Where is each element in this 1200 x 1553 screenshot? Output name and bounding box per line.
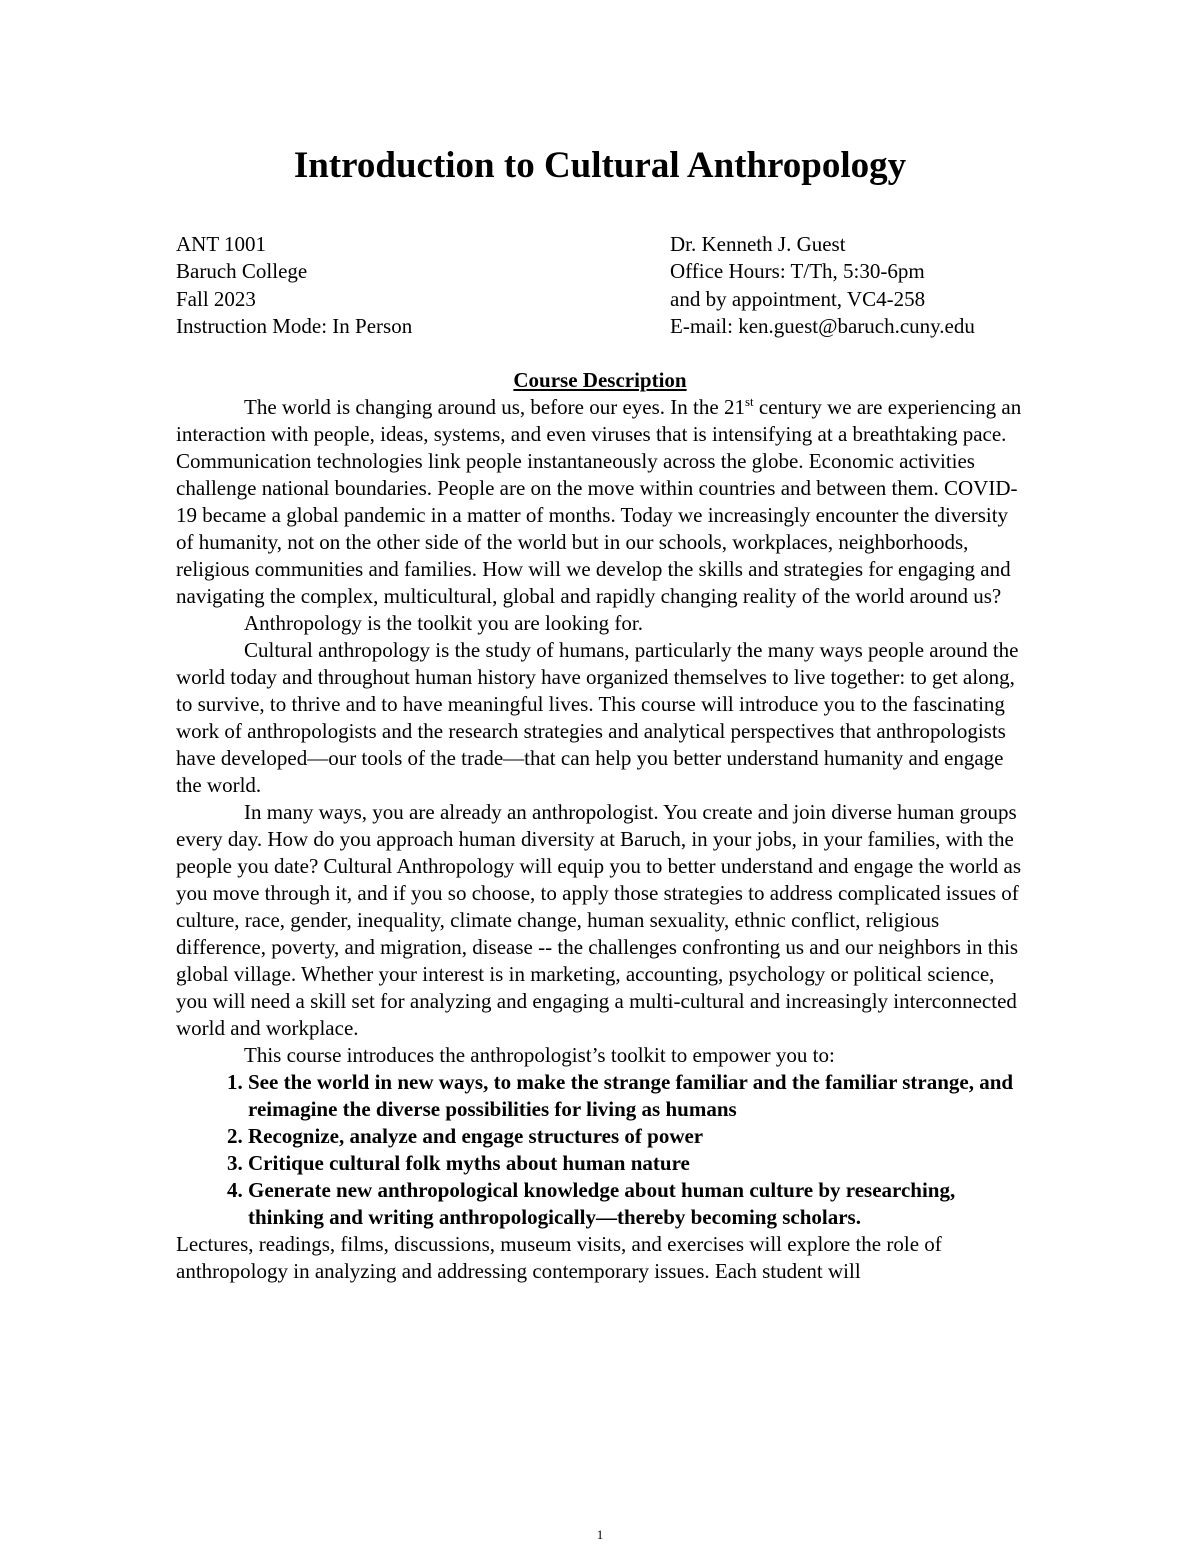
paragraph-already-anthropologist: In many ways, you are already an anthropologist. You create and join diverse human groups every day. How do you approach human diversity at Baruch, in your jobs, in your families, with the people you date? Cultural Anthropology will equip you to better understand and engage the world as you move through it, and if you so choose, to apply those strategies to address complicated issues of culture, race, gender, inequality, climate change, human sexuality, ethnic conflict, religious difference, poverty, and migration, disease -- the challenges confronting us and our neighbors in this global village. Whether your interest is in marketing, accounting, psychology or political science, you will need a skill set for analyzing and engaging a multi-cultural and increasingly interconnected world and workplace. — [176, 800, 1022, 1040]
course-description-section — [176, 367, 1026, 1285]
instructor-email: E-mail: ken.guest@baruch.cuny.edu — [670, 313, 975, 338]
paragraph-text: century we are experiencing an interaction with people, ideas, systems, and even viruses that is intensifying at a breathtaking pace. Communication technologies link people instantaneously across the globe. Economic activities challenge national boundaries. People are on the move within countries and between them. COVID-19 became a global pandemic in a matter of months. Today we increasingly encounter the diversity of humanity, not on the other side of the world but in our schools, workplaces, neighborhoods, religious communities and families. How will we develop the skills and strategies for engaging and navigating the complex, multicultural, global and rapidly changing reality of the world around us? — [176, 395, 1022, 608]
paragraph-definition: Cultural anthropology is the study of humans, particularly the many ways people around the world today and throughout human history have organized themselves to live together: to get along, to survive, to thrive and to have meaningful lives. This course will introduce you to the fascinating work of anthropologists and the research strategies and analytical perspectives that anthropologists have developed—our tools of the trade—that can help you better understand humanity and engage the world. — [176, 638, 1019, 797]
ordinal-suffix: st — [744, 394, 754, 409]
paragraph-text: The world is changing around us, before our eyes. In the 21 — [244, 395, 745, 419]
college-name: Baruch College — [176, 259, 308, 284]
page-number: 1 — [596, 1527, 604, 1542]
list-item: 2. Recognize, analyze and engage structures of power — [248, 1123, 1026, 1150]
instructor-name: Dr. Kenneth J. Guest — [670, 232, 846, 256]
instructor-info-block — [670, 231, 1100, 340]
paragraph-course-intro: This course introduces the anthropologist’s toolkit to empower you to: — [244, 1043, 835, 1067]
course-code: ANT 1001 — [176, 232, 267, 256]
course-info-block — [176, 231, 636, 340]
office-hours: Office Hours: T/Th, 5:30-6pm — [670, 259, 925, 284]
section-heading: Course Description — [513, 368, 687, 392]
instruction-mode: Instruction Mode: In Person — [176, 313, 413, 338]
office-location: and by appointment, VC4-258 — [670, 286, 926, 311]
paragraph-activities: Lectures, readings, films, discussions, museum visits, and exercises will explore the role of anthropology in analyzing and addressing contemporary issues. Each student will — [176, 1232, 942, 1283]
document-title: Introduction to Cultural Anthropology — [293, 145, 907, 186]
course-goals-list — [176, 1069, 1026, 1231]
paragraph-toolkit: Anthropology is the toolkit you are looking for. — [244, 611, 643, 635]
list-item: 1. See the world in new ways, to make the strange familiar and the familiar strange, and reimagine the diverse possibilities for living as humans — [248, 1069, 1026, 1123]
list-item: 4. Generate new anthropological knowledge about human culture by researching, thinking and writing anthropologically—thereby becoming scholars. — [248, 1177, 1026, 1231]
semester: Fall 2023 — [176, 286, 256, 311]
list-item: 3. Critique cultural folk myths about human nature — [248, 1150, 1026, 1177]
paragraph-world-changing — [176, 394, 1026, 610]
